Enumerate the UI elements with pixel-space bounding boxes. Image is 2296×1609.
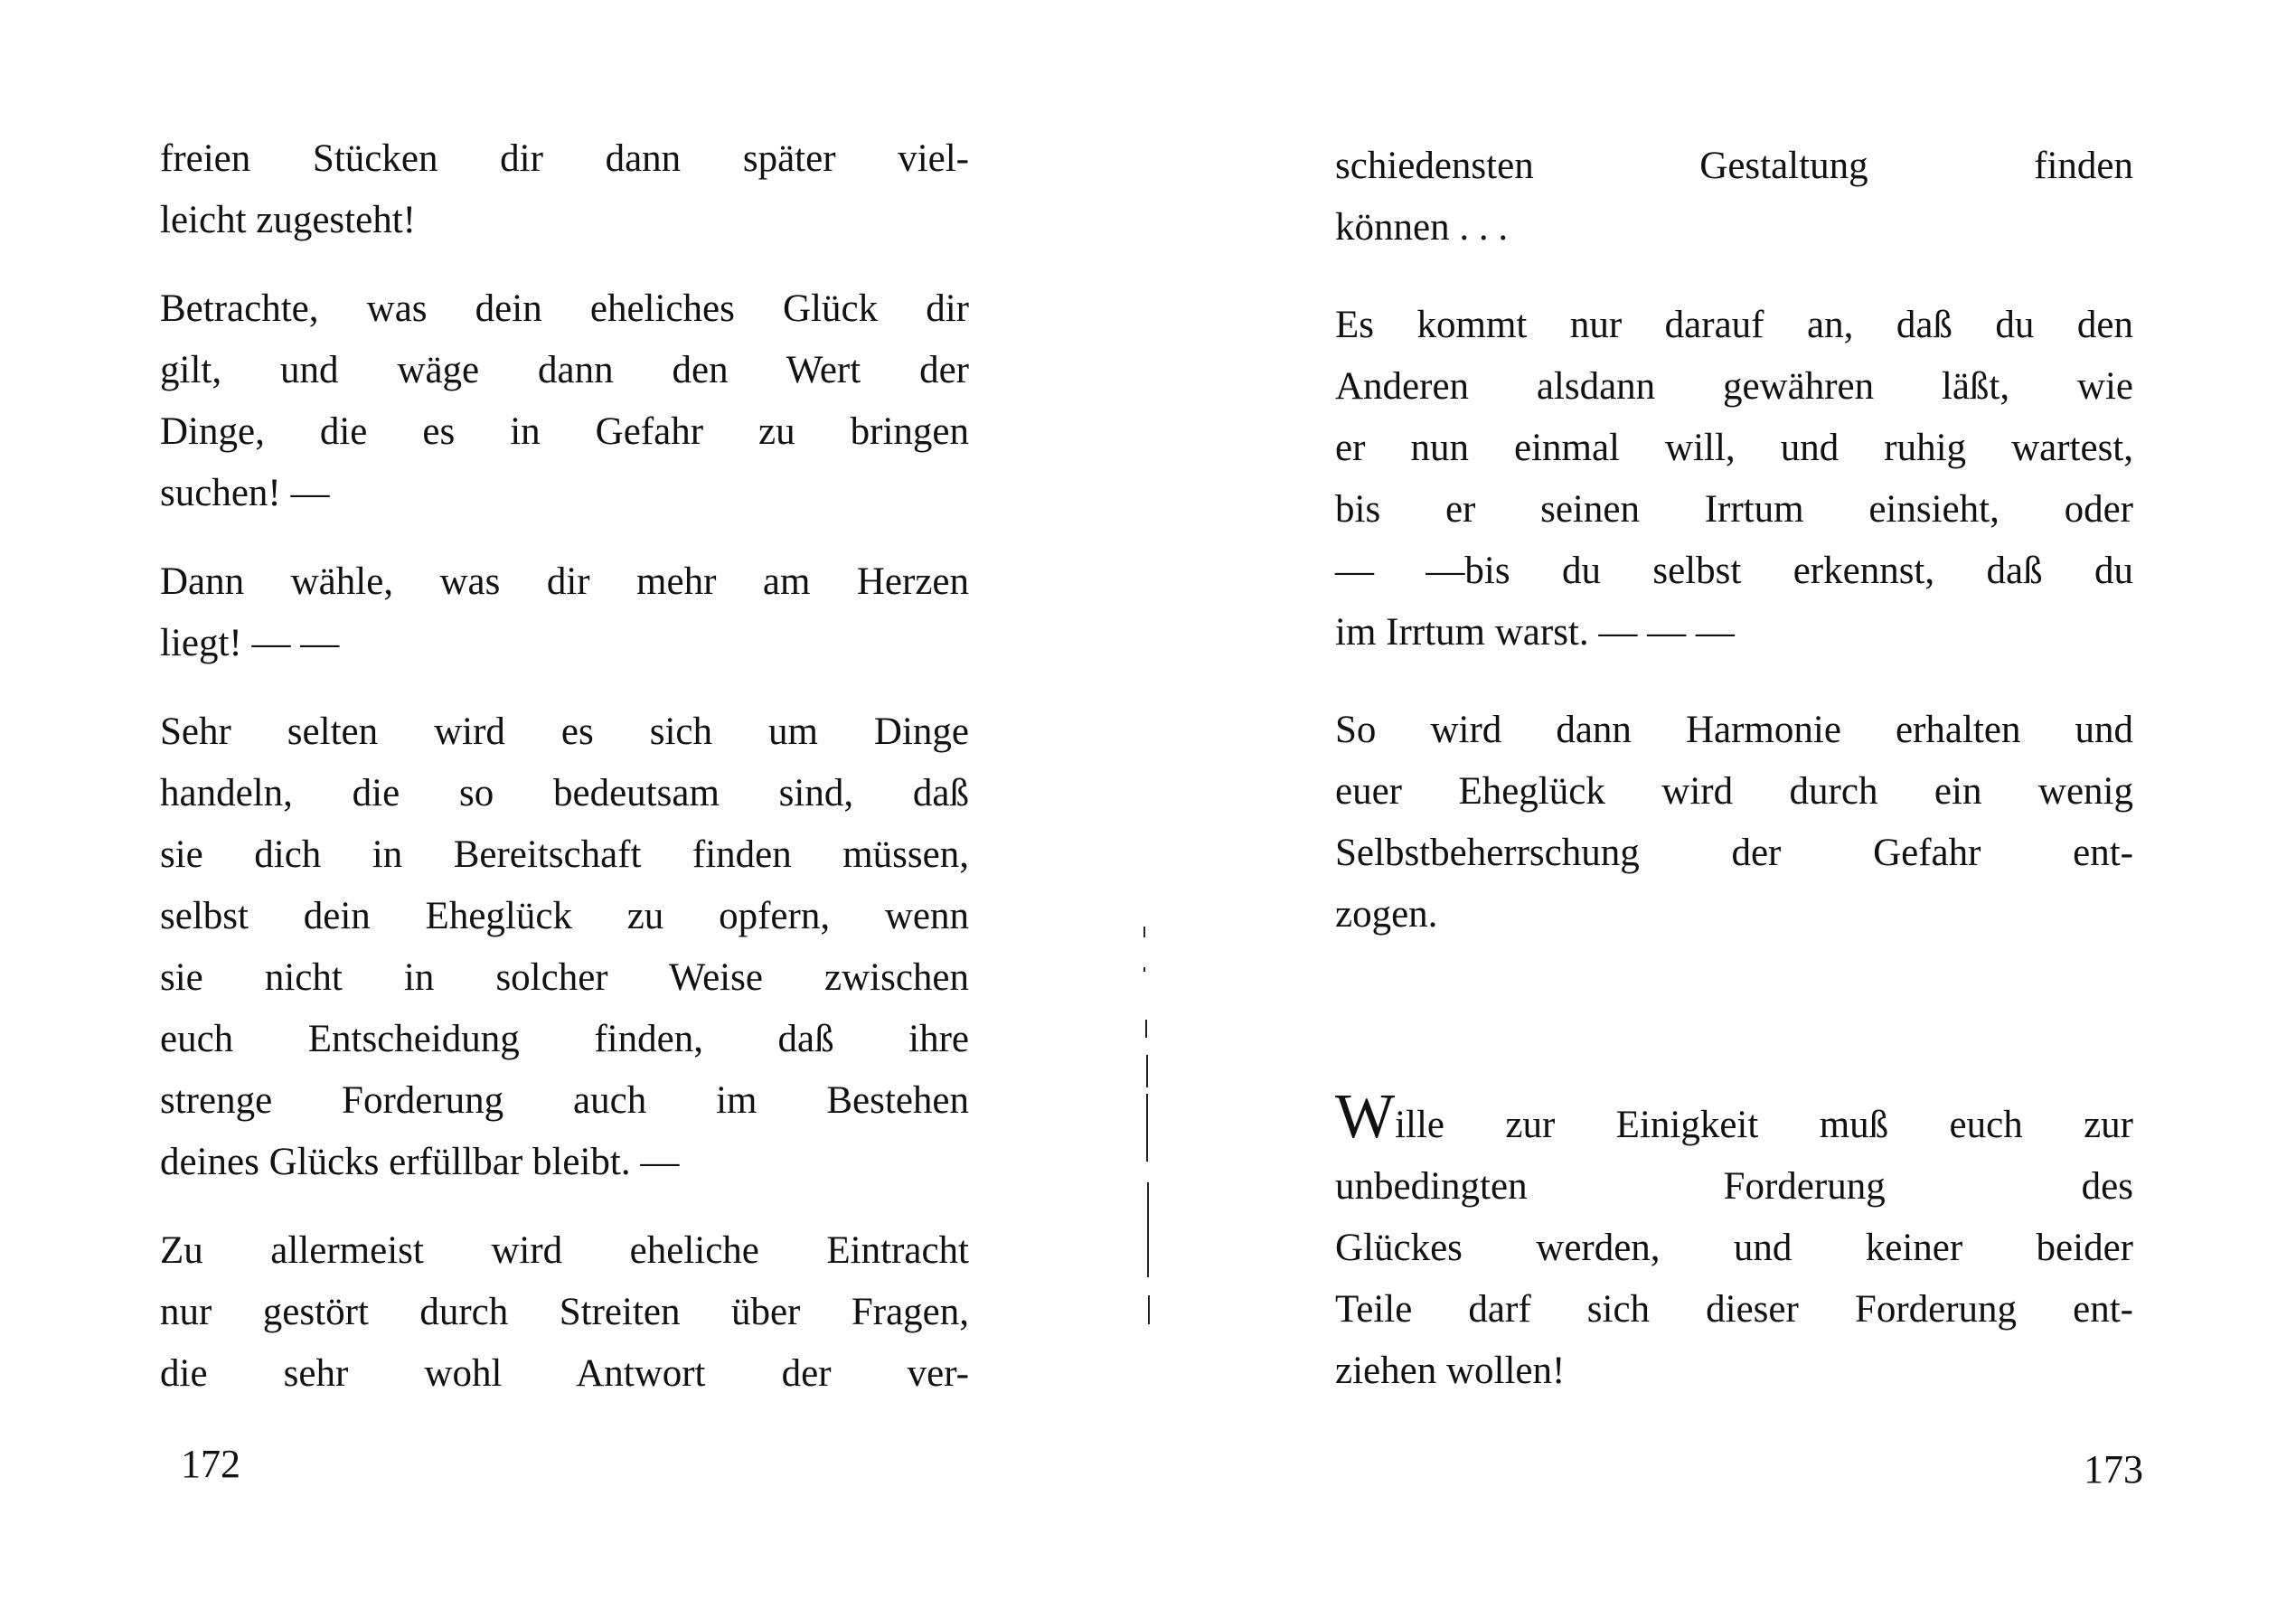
- paragraph: [1335, 295, 2133, 663]
- text-line: [1335, 1082, 2133, 1156]
- text-line: Teile darf sich dieser Forderung ent-: [1335, 1288, 2133, 1331]
- text-line: sie nicht in solcher Weise zwischen: [160, 956, 969, 999]
- text-line: Dinge, die es in Gefahr zu bringen: [160, 410, 969, 453]
- text-line: euch Entscheidung finden, daß ihre: [160, 1018, 969, 1060]
- paragraph: [160, 1220, 969, 1405]
- text-line: handeln, die so bedeutsam sind, daß: [160, 772, 969, 814]
- right-text-column: [1335, 136, 2133, 1402]
- text-line: können . . .: [1335, 206, 1509, 249]
- paragraph: [1335, 136, 2133, 259]
- text-line-rest: ille zur Einigkeit muß euch zur: [1395, 1104, 2133, 1146]
- paragraph: [160, 128, 969, 251]
- text-line: selbst dein Eheglück zu opfern, wenn: [160, 895, 969, 937]
- text-line: So wird dann Harmonie erhalten und: [1335, 709, 2133, 751]
- text-line: deines Glücks erfüllbar bleibt. —: [160, 1141, 680, 1183]
- text-line: ziehen wollen!: [1335, 1350, 1566, 1392]
- text-line: nur gestört durch Streiten über Fragen,: [160, 1291, 969, 1333]
- text-line: freien Stücken dir dann später viel-: [160, 137, 969, 180]
- text-line: Selbstbeherrschung der Gefahr ent-: [1335, 832, 2133, 874]
- page-number: 173: [2084, 1447, 2143, 1491]
- text-line: Anderen alsdann gewähren läßt, wie: [1335, 365, 2133, 408]
- text-line: die sehr wohl Antwort der ver-: [160, 1352, 969, 1395]
- page-number: 172: [181, 1442, 240, 1486]
- text-line: strenge Forderung auch im Bestehen: [160, 1079, 969, 1122]
- text-line: leicht zugesteht!: [160, 199, 416, 241]
- paragraph: [160, 278, 969, 524]
- text-line: gilt, und wäge dann den Wert der: [160, 349, 969, 391]
- right-page: [1148, 0, 2296, 1609]
- text-line: schiedensten Gestaltung finden: [1335, 145, 2133, 187]
- text-line: Es kommt nur darauf an, daß du den: [1335, 304, 2133, 346]
- section-paragraph: [1335, 1082, 2133, 1402]
- text-line: suchen! —: [160, 472, 330, 514]
- text-line: er nun einmal will, und ruhig wartest,: [1335, 427, 2133, 469]
- text-line: Sehr selten wird es sich um Dinge: [160, 710, 969, 753]
- text-line: Zu allermeist wird eheliche Eintracht: [160, 1229, 969, 1272]
- text-line: Glückes werden, und keiner beider: [1335, 1227, 2133, 1269]
- text-line: unbedingten Forderung des: [1335, 1165, 2133, 1208]
- text-line: Betrachte, was dein eheliches Glück dir: [160, 287, 969, 330]
- text-line: im Irrtum warst. — — —: [1335, 611, 1735, 654]
- text-line: zogen.: [1335, 893, 1438, 936]
- paragraph: [160, 701, 969, 1193]
- left-text-column: [160, 128, 969, 1405]
- paragraph: [1335, 700, 2133, 946]
- initial-letter: W: [1335, 1082, 1396, 1152]
- paragraph: [160, 551, 969, 674]
- text-line: liegt! — —: [160, 622, 340, 664]
- text-line: bis er seinen Irrtum einsieht, oder: [1335, 488, 2133, 531]
- text-line: sie dich in Bereitschaft finden müssen,: [160, 833, 969, 876]
- text-line: — —bis du selbst erkennst, daß du: [1335, 550, 2133, 592]
- text-line: Dann wähle, was dir mehr am Herzen: [160, 560, 969, 603]
- text-line: euer Eheglück wird durch ein wenig: [1335, 770, 2133, 813]
